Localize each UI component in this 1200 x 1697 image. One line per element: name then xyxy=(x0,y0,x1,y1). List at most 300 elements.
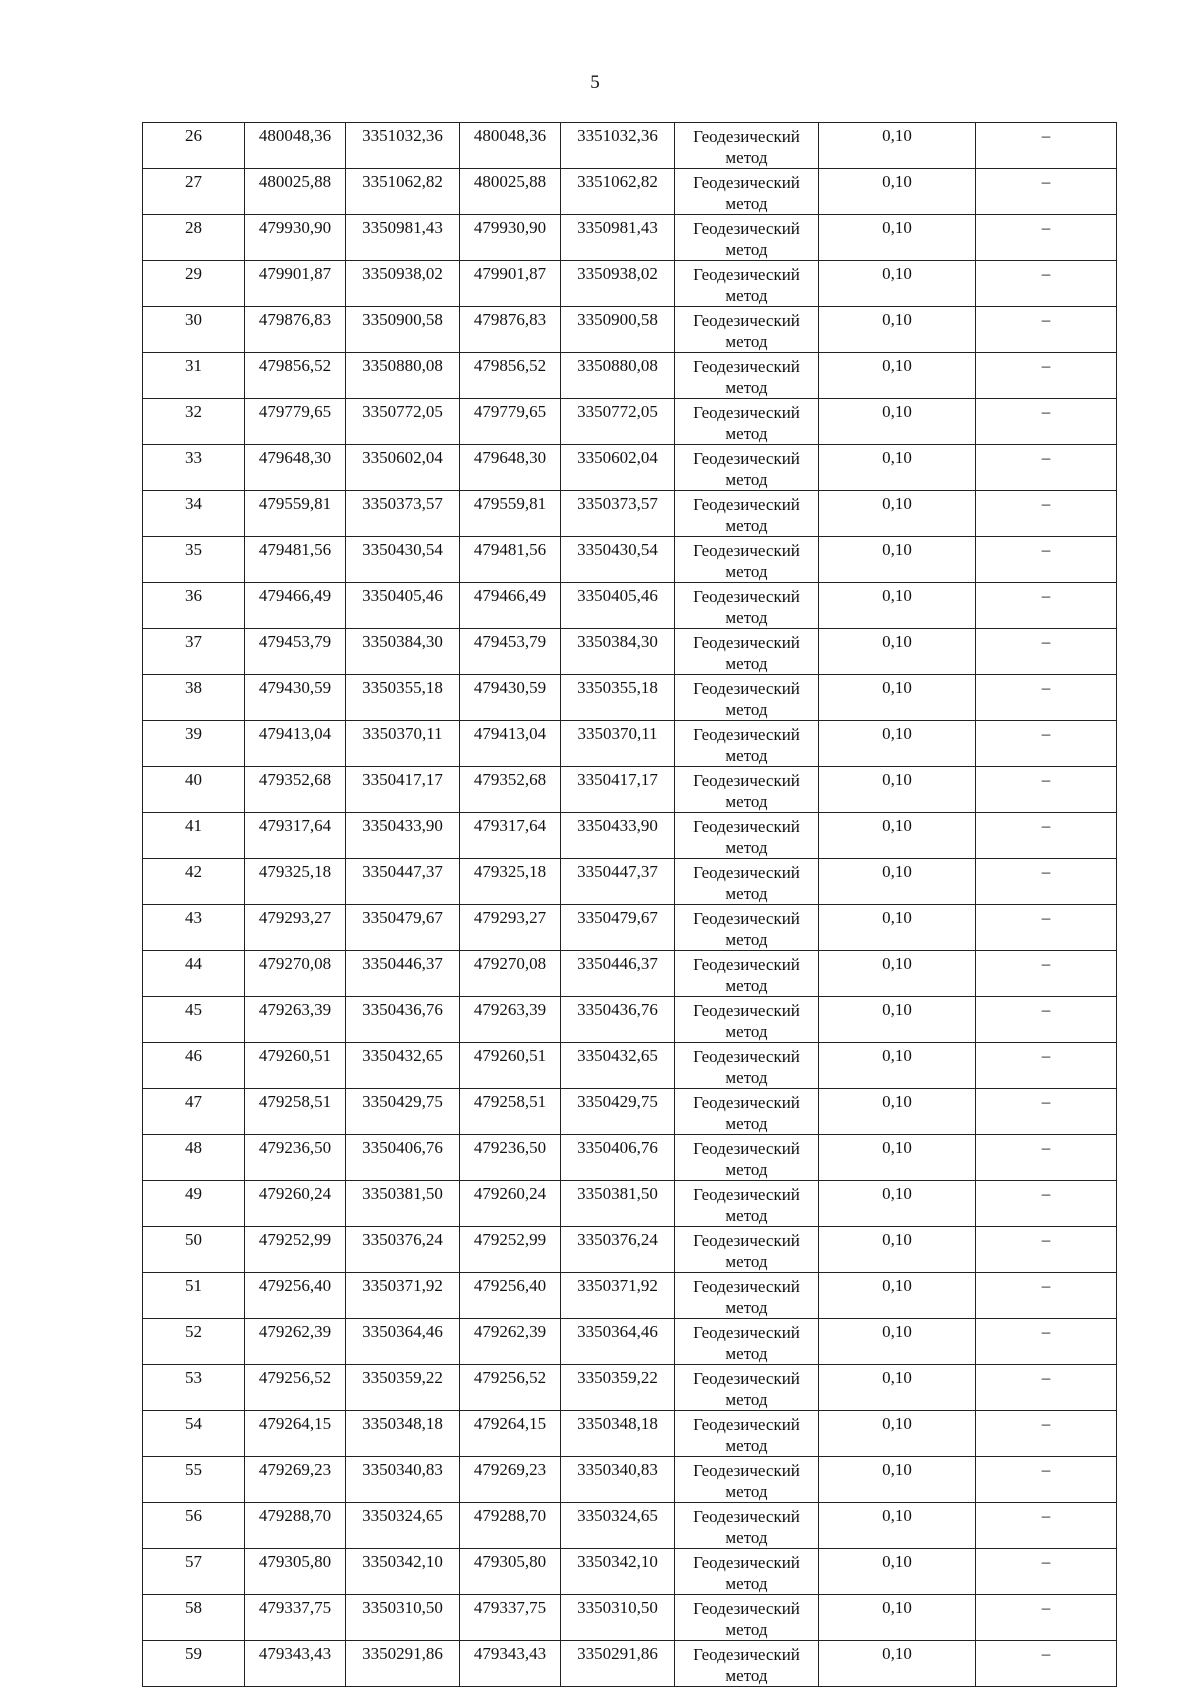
table-row xyxy=(143,1273,1117,1319)
existing-y-cell: 3350417,17 xyxy=(346,767,460,813)
refined-x-cell: 479856,52 xyxy=(460,353,561,399)
accuracy-cell: 0,10 xyxy=(819,399,976,445)
existing-y-cell: 3350479,67 xyxy=(346,905,460,951)
method-line-2: метод xyxy=(725,148,768,167)
method-line-1: Геодезический xyxy=(693,1231,800,1250)
existing-y-cell: 3350430,54 xyxy=(346,537,460,583)
refined-y-cell: 3350880,08 xyxy=(561,353,675,399)
point-number-cell: 51 xyxy=(143,1273,245,1319)
table-row xyxy=(143,1641,1117,1687)
table-row xyxy=(143,169,1117,215)
accuracy-cell: 0,10 xyxy=(819,1089,976,1135)
method-line-1: Геодезический xyxy=(693,541,800,560)
existing-y-cell: 3350447,37 xyxy=(346,859,460,905)
method-line-1: Геодезический xyxy=(693,127,800,146)
existing-y-cell: 3351032,36 xyxy=(346,123,460,169)
refined-y-cell: 3350432,65 xyxy=(561,1043,675,1089)
existing-y-cell: 3350900,58 xyxy=(346,307,460,353)
table-row xyxy=(143,1043,1117,1089)
existing-x-cell: 479559,81 xyxy=(245,491,346,537)
refined-x-cell: 479337,75 xyxy=(460,1595,561,1641)
refined-x-cell: 479256,52 xyxy=(460,1365,561,1411)
refined-x-cell: 479288,70 xyxy=(460,1503,561,1549)
accuracy-cell: 0,10 xyxy=(819,583,976,629)
note-cell: – xyxy=(976,1273,1117,1319)
method-line-2: метод xyxy=(725,1022,768,1041)
method-cell xyxy=(675,1273,819,1319)
note-cell: – xyxy=(976,1457,1117,1503)
refined-x-cell: 479260,51 xyxy=(460,1043,561,1089)
point-number-cell: 29 xyxy=(143,261,245,307)
table-row xyxy=(143,353,1117,399)
accuracy-cell: 0,10 xyxy=(819,1273,976,1319)
method-line-1: Геодезический xyxy=(693,495,800,514)
point-number-cell: 58 xyxy=(143,1595,245,1641)
method-cell xyxy=(675,169,819,215)
existing-y-cell: 3350359,22 xyxy=(346,1365,460,1411)
refined-y-cell: 3350900,58 xyxy=(561,307,675,353)
accuracy-cell: 0,10 xyxy=(819,537,976,583)
note-cell: – xyxy=(976,629,1117,675)
point-number-cell: 47 xyxy=(143,1089,245,1135)
existing-y-cell: 3350433,90 xyxy=(346,813,460,859)
method-line-2: метод xyxy=(725,700,768,719)
point-number-cell: 59 xyxy=(143,1641,245,1687)
existing-y-cell: 3350373,57 xyxy=(346,491,460,537)
accuracy-cell: 0,10 xyxy=(819,1135,976,1181)
existing-x-cell: 479337,75 xyxy=(245,1595,346,1641)
method-cell xyxy=(675,215,819,261)
accuracy-cell: 0,10 xyxy=(819,1595,976,1641)
refined-x-cell: 479352,68 xyxy=(460,767,561,813)
refined-y-cell: 3350430,54 xyxy=(561,537,675,583)
method-line-1: Геодезический xyxy=(693,1461,800,1480)
method-line-1: Геодезический xyxy=(693,955,800,974)
point-number-cell: 39 xyxy=(143,721,245,767)
refined-x-cell: 479413,04 xyxy=(460,721,561,767)
method-line-1: Геодезический xyxy=(693,357,800,376)
note-cell: – xyxy=(976,169,1117,215)
existing-y-cell: 3350406,76 xyxy=(346,1135,460,1181)
table-row xyxy=(143,767,1117,813)
existing-y-cell: 3351062,82 xyxy=(346,169,460,215)
existing-x-cell: 479481,56 xyxy=(245,537,346,583)
table-row xyxy=(143,537,1117,583)
table-row xyxy=(143,583,1117,629)
method-cell xyxy=(675,1641,819,1687)
note-cell: – xyxy=(976,951,1117,997)
method-line-1: Геодезический xyxy=(693,909,800,928)
table-row xyxy=(143,1365,1117,1411)
existing-y-cell: 3350348,18 xyxy=(346,1411,460,1457)
existing-x-cell: 480048,36 xyxy=(245,123,346,169)
method-cell xyxy=(675,1457,819,1503)
table-row xyxy=(143,123,1117,169)
point-number-cell: 53 xyxy=(143,1365,245,1411)
existing-y-cell: 3350291,86 xyxy=(346,1641,460,1687)
method-cell xyxy=(675,675,819,721)
note-cell: – xyxy=(976,307,1117,353)
point-number-cell: 44 xyxy=(143,951,245,997)
accuracy-cell: 0,10 xyxy=(819,1319,976,1365)
method-line-1: Геодезический xyxy=(693,1415,800,1434)
refined-x-cell: 479262,39 xyxy=(460,1319,561,1365)
method-line-1: Геодезический xyxy=(693,219,800,238)
point-number-cell: 41 xyxy=(143,813,245,859)
existing-y-cell: 3350880,08 xyxy=(346,353,460,399)
method-line-2: метод xyxy=(725,1114,768,1133)
refined-y-cell: 3350291,86 xyxy=(561,1641,675,1687)
point-number-cell: 55 xyxy=(143,1457,245,1503)
method-cell xyxy=(675,261,819,307)
method-line-1: Геодезический xyxy=(693,771,800,790)
point-number-cell: 34 xyxy=(143,491,245,537)
note-cell: – xyxy=(976,1549,1117,1595)
method-line-1: Геодезический xyxy=(693,633,800,652)
existing-x-cell: 479317,64 xyxy=(245,813,346,859)
method-line-2: метод xyxy=(725,1160,768,1179)
table-row xyxy=(143,1089,1117,1135)
method-cell xyxy=(675,905,819,951)
note-cell: – xyxy=(976,1043,1117,1089)
refined-y-cell: 3350447,37 xyxy=(561,859,675,905)
existing-x-cell: 479293,27 xyxy=(245,905,346,951)
accuracy-cell: 0,10 xyxy=(819,1227,976,1273)
accuracy-cell: 0,10 xyxy=(819,1365,976,1411)
point-number-cell: 52 xyxy=(143,1319,245,1365)
note-cell: – xyxy=(976,1641,1117,1687)
refined-y-cell: 3350324,65 xyxy=(561,1503,675,1549)
table-row xyxy=(143,721,1117,767)
existing-x-cell: 479269,23 xyxy=(245,1457,346,1503)
method-cell xyxy=(675,813,819,859)
note-cell: – xyxy=(976,1181,1117,1227)
refined-y-cell: 3350355,18 xyxy=(561,675,675,721)
method-line-2: метод xyxy=(725,470,768,489)
note-cell: – xyxy=(976,675,1117,721)
note-cell: – xyxy=(976,1503,1117,1549)
existing-y-cell: 3350376,24 xyxy=(346,1227,460,1273)
existing-x-cell: 479856,52 xyxy=(245,353,346,399)
refined-x-cell: 479252,99 xyxy=(460,1227,561,1273)
table-row xyxy=(143,307,1117,353)
point-number-cell: 54 xyxy=(143,1411,245,1457)
method-line-1: Геодезический xyxy=(693,1277,800,1296)
note-cell: – xyxy=(976,1135,1117,1181)
accuracy-cell: 0,10 xyxy=(819,215,976,261)
refined-x-cell: 479258,51 xyxy=(460,1089,561,1135)
existing-y-cell: 3350370,11 xyxy=(346,721,460,767)
point-number-cell: 35 xyxy=(143,537,245,583)
method-line-2: метод xyxy=(725,1482,768,1501)
refined-y-cell: 3351062,82 xyxy=(561,169,675,215)
refined-y-cell: 3350340,83 xyxy=(561,1457,675,1503)
refined-x-cell: 479325,18 xyxy=(460,859,561,905)
note-cell: – xyxy=(976,1365,1117,1411)
note-cell: – xyxy=(976,813,1117,859)
table-row xyxy=(143,491,1117,537)
accuracy-cell: 0,10 xyxy=(819,307,976,353)
existing-x-cell: 479236,50 xyxy=(245,1135,346,1181)
method-cell xyxy=(675,445,819,491)
table-row xyxy=(143,1411,1117,1457)
method-cell xyxy=(675,583,819,629)
accuracy-cell: 0,10 xyxy=(819,675,976,721)
table-row xyxy=(143,1227,1117,1273)
method-cell xyxy=(675,721,819,767)
method-line-2: метод xyxy=(725,1620,768,1639)
method-cell xyxy=(675,767,819,813)
refined-x-cell: 479430,59 xyxy=(460,675,561,721)
existing-x-cell: 479263,39 xyxy=(245,997,346,1043)
method-cell xyxy=(675,1365,819,1411)
method-cell xyxy=(675,1043,819,1089)
existing-y-cell: 3350355,18 xyxy=(346,675,460,721)
method-line-1: Геодезический xyxy=(693,725,800,744)
existing-x-cell: 480025,88 xyxy=(245,169,346,215)
note-cell: – xyxy=(976,537,1117,583)
refined-y-cell: 3350981,43 xyxy=(561,215,675,261)
accuracy-cell: 0,10 xyxy=(819,1641,976,1687)
method-line-1: Геодезический xyxy=(693,679,800,698)
refined-x-cell: 480025,88 xyxy=(460,169,561,215)
point-number-cell: 33 xyxy=(143,445,245,491)
page-number: 5 xyxy=(590,72,600,93)
refined-y-cell: 3350429,75 xyxy=(561,1089,675,1135)
refined-x-cell: 479293,27 xyxy=(460,905,561,951)
existing-x-cell: 479930,90 xyxy=(245,215,346,261)
accuracy-cell: 0,10 xyxy=(819,261,976,307)
accuracy-cell: 0,10 xyxy=(819,905,976,951)
table-row xyxy=(143,1319,1117,1365)
refined-x-cell: 479236,50 xyxy=(460,1135,561,1181)
refined-y-cell: 3350342,10 xyxy=(561,1549,675,1595)
method-line-2: метод xyxy=(725,792,768,811)
note-cell: – xyxy=(976,721,1117,767)
refined-y-cell: 3350384,30 xyxy=(561,629,675,675)
accuracy-cell: 0,10 xyxy=(819,721,976,767)
existing-y-cell: 3350981,43 xyxy=(346,215,460,261)
table-row xyxy=(143,1503,1117,1549)
method-line-1: Геодезический xyxy=(693,1185,800,1204)
existing-y-cell: 3350371,92 xyxy=(346,1273,460,1319)
refined-x-cell: 479256,40 xyxy=(460,1273,561,1319)
point-number-cell: 28 xyxy=(143,215,245,261)
existing-x-cell: 479352,68 xyxy=(245,767,346,813)
refined-y-cell: 3350406,76 xyxy=(561,1135,675,1181)
point-number-cell: 49 xyxy=(143,1181,245,1227)
existing-y-cell: 3350340,83 xyxy=(346,1457,460,1503)
refined-x-cell: 479779,65 xyxy=(460,399,561,445)
method-line-2: метод xyxy=(725,1436,768,1455)
refined-x-cell: 479876,83 xyxy=(460,307,561,353)
refined-y-cell: 3350436,76 xyxy=(561,997,675,1043)
note-cell: – xyxy=(976,123,1117,169)
method-line-2: метод xyxy=(725,1666,768,1685)
refined-x-cell: 479269,23 xyxy=(460,1457,561,1503)
accuracy-cell: 0,10 xyxy=(819,1457,976,1503)
refined-y-cell: 3350479,67 xyxy=(561,905,675,951)
point-number-cell: 57 xyxy=(143,1549,245,1595)
method-line-2: метод xyxy=(725,838,768,857)
note-cell: – xyxy=(976,215,1117,261)
existing-y-cell: 3350310,50 xyxy=(346,1595,460,1641)
refined-y-cell: 3350433,90 xyxy=(561,813,675,859)
refined-x-cell: 479264,15 xyxy=(460,1411,561,1457)
accuracy-cell: 0,10 xyxy=(819,997,976,1043)
existing-x-cell: 479288,70 xyxy=(245,1503,346,1549)
refined-y-cell: 3350348,18 xyxy=(561,1411,675,1457)
method-cell xyxy=(675,353,819,399)
point-number-cell: 43 xyxy=(143,905,245,951)
method-line-1: Геодезический xyxy=(693,403,800,422)
refined-x-cell: 479901,87 xyxy=(460,261,561,307)
method-line-1: Геодезический xyxy=(693,1645,800,1664)
note-cell: – xyxy=(976,261,1117,307)
table-row xyxy=(143,399,1117,445)
point-number-cell: 36 xyxy=(143,583,245,629)
note-cell: – xyxy=(976,905,1117,951)
accuracy-cell: 0,10 xyxy=(819,629,976,675)
method-cell xyxy=(675,1595,819,1641)
note-cell: – xyxy=(976,1089,1117,1135)
method-line-2: метод xyxy=(725,1574,768,1593)
refined-x-cell: 479343,43 xyxy=(460,1641,561,1687)
existing-y-cell: 3350342,10 xyxy=(346,1549,460,1595)
point-number-cell: 31 xyxy=(143,353,245,399)
existing-x-cell: 479256,52 xyxy=(245,1365,346,1411)
accuracy-cell: 0,10 xyxy=(819,1181,976,1227)
method-line-1: Геодезический xyxy=(693,1553,800,1572)
existing-x-cell: 479262,39 xyxy=(245,1319,346,1365)
existing-x-cell: 479256,40 xyxy=(245,1273,346,1319)
refined-y-cell: 3350417,17 xyxy=(561,767,675,813)
note-cell: – xyxy=(976,997,1117,1043)
refined-y-cell: 3350359,22 xyxy=(561,1365,675,1411)
table-row xyxy=(143,1181,1117,1227)
point-number-cell: 30 xyxy=(143,307,245,353)
accuracy-cell: 0,10 xyxy=(819,123,976,169)
accuracy-cell: 0,10 xyxy=(819,813,976,859)
existing-x-cell: 479779,65 xyxy=(245,399,346,445)
method-line-2: метод xyxy=(725,930,768,949)
note-cell: – xyxy=(976,491,1117,537)
method-cell xyxy=(675,859,819,905)
method-cell xyxy=(675,491,819,537)
refined-x-cell: 479260,24 xyxy=(460,1181,561,1227)
refined-x-cell: 480048,36 xyxy=(460,123,561,169)
existing-x-cell: 479260,24 xyxy=(245,1181,346,1227)
existing-x-cell: 479453,79 xyxy=(245,629,346,675)
existing-y-cell: 3350384,30 xyxy=(346,629,460,675)
method-cell xyxy=(675,1503,819,1549)
method-line-2: метод xyxy=(725,1206,768,1225)
refined-y-cell: 3350310,50 xyxy=(561,1595,675,1641)
method-cell xyxy=(675,399,819,445)
table-row xyxy=(143,997,1117,1043)
method-line-1: Геодезический xyxy=(693,449,800,468)
existing-y-cell: 3350602,04 xyxy=(346,445,460,491)
note-cell: – xyxy=(976,1411,1117,1457)
existing-y-cell: 3350772,05 xyxy=(346,399,460,445)
table-row xyxy=(143,261,1117,307)
table-row xyxy=(143,675,1117,721)
table-row xyxy=(143,1549,1117,1595)
note-cell: – xyxy=(976,859,1117,905)
refined-x-cell: 479453,79 xyxy=(460,629,561,675)
accuracy-cell: 0,10 xyxy=(819,767,976,813)
point-number-cell: 26 xyxy=(143,123,245,169)
existing-x-cell: 479258,51 xyxy=(245,1089,346,1135)
accuracy-cell: 0,10 xyxy=(819,1043,976,1089)
refined-x-cell: 479481,56 xyxy=(460,537,561,583)
existing-x-cell: 479413,04 xyxy=(245,721,346,767)
existing-y-cell: 3350432,65 xyxy=(346,1043,460,1089)
refined-y-cell: 3350371,92 xyxy=(561,1273,675,1319)
refined-y-cell: 3350938,02 xyxy=(561,261,675,307)
note-cell: – xyxy=(976,1227,1117,1273)
method-line-2: метод xyxy=(725,332,768,351)
method-cell xyxy=(675,537,819,583)
table-row xyxy=(143,1135,1117,1181)
method-cell xyxy=(675,997,819,1043)
method-line-1: Геодезический xyxy=(693,1001,800,1020)
method-line-2: метод xyxy=(725,654,768,673)
accuracy-cell: 0,10 xyxy=(819,951,976,997)
method-line-2: метод xyxy=(725,240,768,259)
method-line-1: Геодезический xyxy=(693,1093,800,1112)
existing-y-cell: 3350381,50 xyxy=(346,1181,460,1227)
method-cell xyxy=(675,1181,819,1227)
table-row xyxy=(143,1457,1117,1503)
refined-y-cell: 3350364,46 xyxy=(561,1319,675,1365)
method-line-2: метод xyxy=(725,1298,768,1317)
method-cell xyxy=(675,1227,819,1273)
method-line-2: метод xyxy=(725,378,768,397)
method-line-1: Геодезический xyxy=(693,1369,800,1388)
existing-x-cell: 479876,83 xyxy=(245,307,346,353)
method-cell xyxy=(675,307,819,353)
method-cell xyxy=(675,123,819,169)
method-line-2: метод xyxy=(725,884,768,903)
accuracy-cell: 0,10 xyxy=(819,491,976,537)
method-line-2: метод xyxy=(725,424,768,443)
refined-y-cell: 3350376,24 xyxy=(561,1227,675,1273)
method-line-1: Геодезический xyxy=(693,311,800,330)
refined-y-cell: 3351032,36 xyxy=(561,123,675,169)
method-line-2: метод xyxy=(725,194,768,213)
accuracy-cell: 0,10 xyxy=(819,1411,976,1457)
existing-x-cell: 479252,99 xyxy=(245,1227,346,1273)
refined-x-cell: 479930,90 xyxy=(460,215,561,261)
method-line-1: Геодезический xyxy=(693,265,800,284)
method-line-2: метод xyxy=(725,1528,768,1547)
method-cell xyxy=(675,1411,819,1457)
existing-y-cell: 3350429,75 xyxy=(346,1089,460,1135)
table-row xyxy=(143,445,1117,491)
existing-y-cell: 3350405,46 xyxy=(346,583,460,629)
point-number-cell: 42 xyxy=(143,859,245,905)
point-number-cell: 46 xyxy=(143,1043,245,1089)
note-cell: – xyxy=(976,583,1117,629)
method-cell xyxy=(675,1089,819,1135)
table-row xyxy=(143,629,1117,675)
method-line-2: метод xyxy=(725,608,768,627)
table-body xyxy=(143,123,1117,1687)
refined-y-cell: 3350373,57 xyxy=(561,491,675,537)
point-number-cell: 40 xyxy=(143,767,245,813)
refined-y-cell: 3350602,04 xyxy=(561,445,675,491)
